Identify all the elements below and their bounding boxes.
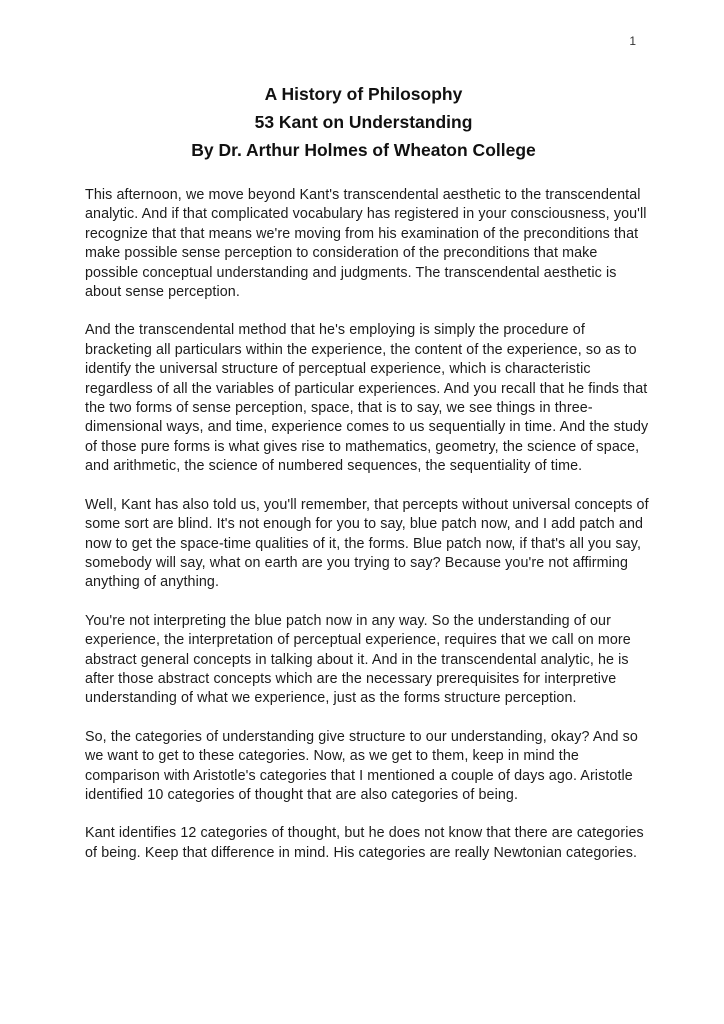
page-number: 1 [629,34,636,48]
paragraph: This afternoon, we move beyond Kant's transcendental aesthetic to the transcendental analytic. And if that complicated vocabulary has registered in your consciousness, you'll recognize that that means we're moving from his examination of the preconditions that make possible sense perception to consideration of the preconditions that make possible conceptual understanding and judgments. The transcendental aesthetic is about sense perception. [85,187,647,301]
paragraph: Well, Kant has also told us, you'll remember, that percepts without universal concepts of some sort are blind. It's not enough for you to say, blue patch now, and I add patch and now to get the space-time qualities of it, the forms. Blue patch now, if that's all you say, somebody will say, what on earth are you trying to say? Because you're not affirming anything of anything. [85,496,649,591]
paragraph: So, the categories of understanding give structure to our understanding, okay? And so we want to get to these categories. Now, as we get to them, keep in mind the comparison with Aristotle's categories that I mentioned a couple of days ago. Aristotle identified 10 categories of thought that are also categories of being. [85,728,638,803]
paragraph: You're not interpreting the blue patch now in any way. So the understanding of our experience, the interpretation of perceptual experience, requires that we call on more abstract general concepts in talking about it. And in the transcendental analytic, he is after those abstract concepts which are the necessary prerequisites for interpretive understanding of what we experience, just as the forms structure perception. [85,612,631,707]
title-line-author: By Dr. Arthur Holmes of Wheaton College [191,140,536,160]
title-line-lecture: 53 Kant on Understanding [254,112,473,132]
title-block [85,80,642,164]
paragraph: Kant identifies 12 categories of thought, but he does not know that there are categories of being. Keep that difference in mind. His categories are really Newtonian categories. [85,825,644,861]
document-body [85,186,651,863]
title-line-series: A History of Philosophy [264,84,463,104]
paragraph: And the transcendental method that he's employing is simply the procedure of bracketing all particulars within the experience, the content of the experience, so as to identify the universal structure of perceptual experience, which is characteristic regardless of all the variables of particular experiences. And you recall that he finds that the two forms of sense perception, space, that is to say, we see things in three-dimensional ways, and time, experience comes to us sequentially in time. And the study of those pure forms is what gives rise to mathematics, geometry, the science of space, and arithmetic, the science of numbered sequences, the sequentiality of time. [85,322,649,475]
